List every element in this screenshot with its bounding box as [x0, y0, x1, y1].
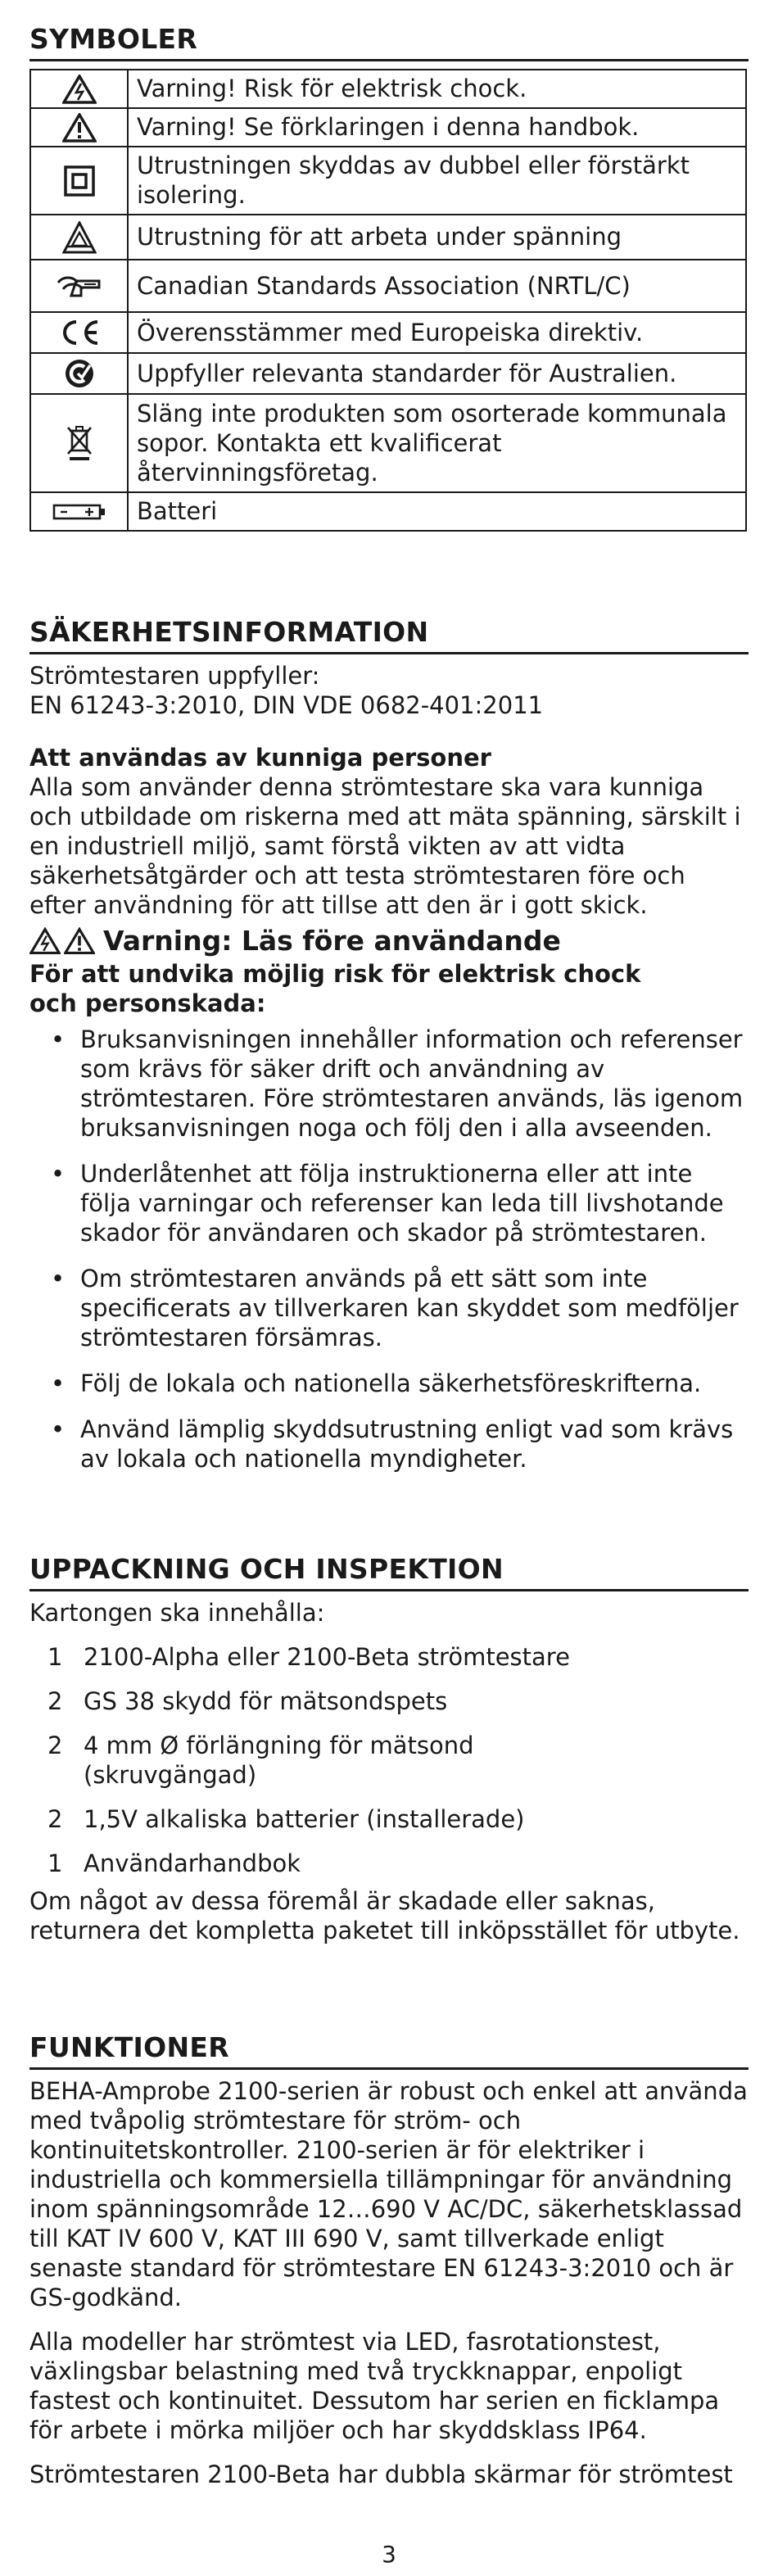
functions-section [29, 2031, 749, 2489]
item-text: 2100-Alpha eller 2100-Beta strömtestare [84, 1643, 570, 1671]
item-text: Användarhandbok [84, 1849, 301, 1877]
functions-paragraph: Alla modeller har strömtest via LED, fasrotationstest, växlingsbar belastning med två tryckknappar, enpoligt fastest och kontinuitet. Dessutom har serien en ficklampa för arbete i mörka miljöer och har skyddsklass IP64. [29, 2328, 720, 2444]
symbol-row [30, 260, 746, 312]
caution-warning-icon [30, 108, 128, 147]
safety-title: SÄKERHETSINFORMATION [29, 616, 749, 654]
weee-bin-icon [30, 394, 128, 492]
list-item [29, 1642, 749, 1672]
symbol-description: Utrustning för att arbeta under spänning [128, 215, 746, 260]
unpacking-outro: Om något av dessa föremål är skadade eller saknas, returnera det kompletta paketet till inköpsstället för utbyte. [29, 1887, 740, 1944]
symbol-description: Varning! Risk för elektrisk chock. [128, 70, 746, 108]
item-quantity: 2 [47, 1732, 63, 1759]
symbol-description: Batteri [128, 492, 746, 531]
electric-shock-warning-icon [29, 927, 61, 955]
symbol-row [30, 70, 746, 108]
bullet-text: Om strömtestaren används på ett sätt som inte specificerats av tillverkaren kan skyddet som medföljer strömtestaren försämras. [80, 1265, 739, 1351]
symbol-description: Släng inte produkten som osorterade kommunala sopor. Kontakta ett kvalificerat återvinningsföretag. [128, 394, 746, 492]
symbol-row [30, 353, 746, 394]
symbol-description: Varning! Se förklaringen i denna handbok. [128, 108, 746, 147]
symbol-description: Utrustningen skyddas av dubbel eller förstärkt isolering. [128, 147, 746, 215]
symbol-row [30, 108, 746, 147]
item-quantity: 1 [47, 1643, 63, 1671]
bullet-text: Bruksanvisningen innehåller information och referenser som krävs för säker drift och användning av strömtestaren. Före strömtestaren används, läs igenom bruksanvisningen noga och följ den i alla avseenden. [80, 1025, 744, 1142]
unpacking-section [29, 1553, 749, 1945]
list-item [29, 1731, 608, 1790]
double-insulation-icon [30, 147, 128, 215]
list-item [29, 1804, 749, 1834]
list-item [29, 1264, 749, 1352]
list-item [29, 1686, 749, 1716]
list-item [29, 1415, 749, 1474]
functions-title: FUNKTIONER [29, 2031, 749, 2070]
page-number: 3 [382, 2541, 396, 2568]
item-text: 4 mm Ø förlängning för mätsond (skruvgängad) [84, 1732, 474, 1789]
unpacking-title: UPPACKNING OCH INSPEKTION [29, 1553, 749, 1591]
compliance-standards: EN 61243-3:2010, DIN VDE 0682-401:2011 [29, 691, 544, 719]
bullet-text: Använd lämplig skyddsutrustning enligt vad som krävs av lokala och nationella myndigheter. [80, 1415, 734, 1473]
symbols-table [29, 69, 747, 532]
list-item [29, 1159, 749, 1247]
caution-warning-icon [64, 927, 95, 955]
battery-icon [30, 492, 128, 531]
symbol-row [30, 394, 746, 492]
bullet-icon: • [51, 1160, 66, 1188]
bullet-icon: • [51, 1265, 66, 1293]
symbol-row [30, 492, 746, 531]
live-working-icon [30, 215, 128, 260]
warning-subheading: För att undvika möjlig risk för elektrisk chock och personskada: [29, 960, 641, 1017]
safety-section [29, 616, 749, 1490]
list-item [29, 1369, 749, 1398]
bullet-text: Underlåtenhet att följa instruktionerna eller att inte följa varningar och referenser kan leda till livshotande skador för användaren och skador på strömtestaren. [80, 1160, 724, 1247]
list-item [29, 1849, 749, 1878]
ce-mark-icon [30, 312, 128, 353]
symbol-description: Överensstämmer med Europeiska direktiv. [128, 312, 746, 353]
item-quantity: 2 [47, 1687, 63, 1715]
warning-bullet-list [29, 1025, 749, 1474]
bullet-icon: • [51, 1369, 66, 1397]
compliance-intro: Strömtestaren uppfyller: [29, 662, 320, 690]
electric-shock-warning-icon [30, 70, 128, 108]
unpacking-intro: Kartongen ska innehålla: [29, 1599, 325, 1627]
qualified-text: Alla som använder denna strömtestare ska vara kunniga och utbildade om riskerna med att mäta spänning, särskilt i en industriell miljö, samt förstå vikten av att vidta säkerhetsåtgärder och att testa strömtestaren före och efter användning för att tillse att den är i gott skick. [29, 773, 741, 919]
symbol-row [30, 147, 746, 215]
warning-heading-row [29, 925, 749, 958]
functions-paragraph: BEHA-Amprobe 2100-serien är robust och enkel att använda med tvåpolig strömtestare för ström- och kontinuitetskontroller. 2100-serien är för elektriker i industriella och kommersiella tillämpningar för användning inom spänningsområde 12…690 V AC/DC, säkerhetsklassad till KAT IV 600 V, KAT III 690 V, samt tillverkade enligt senaste standard för strömtestare EN 61243-3:2010 och är GS-godkänd. [29, 2077, 748, 2311]
symbol-row [30, 312, 746, 353]
qualified-heading: Att användas av kunniga personer [29, 744, 491, 772]
bullet-text: Följ de lokala och nationella säkerhetsföreskrifterna. [80, 1369, 702, 1397]
item-quantity: 2 [47, 1805, 63, 1833]
symbol-row [30, 215, 746, 260]
csa-mark-icon [30, 260, 128, 312]
warning-heading: Varning: Läs före användande [103, 925, 561, 957]
symbol-description: Canadian Standards Association (NRTL/C) [128, 260, 746, 312]
item-text: GS 38 skydd för mätsondspets [84, 1687, 448, 1715]
symbol-description: Uppfyller relevanta standarder för Australien. [128, 353, 746, 394]
functions-paragraph: Strömtestaren 2100-Beta har dubbla skärmar för strömtest [29, 2461, 733, 2488]
c-tick-mark-icon [30, 353, 128, 394]
item-text: 1,5V alkaliska batterier (installerade) [84, 1805, 525, 1833]
bullet-icon: • [51, 1415, 66, 1443]
item-quantity: 1 [47, 1849, 63, 1877]
list-item [29, 1025, 749, 1143]
symbols-title: SYMBOLER [29, 23, 749, 61]
bullet-icon: • [51, 1025, 66, 1053]
